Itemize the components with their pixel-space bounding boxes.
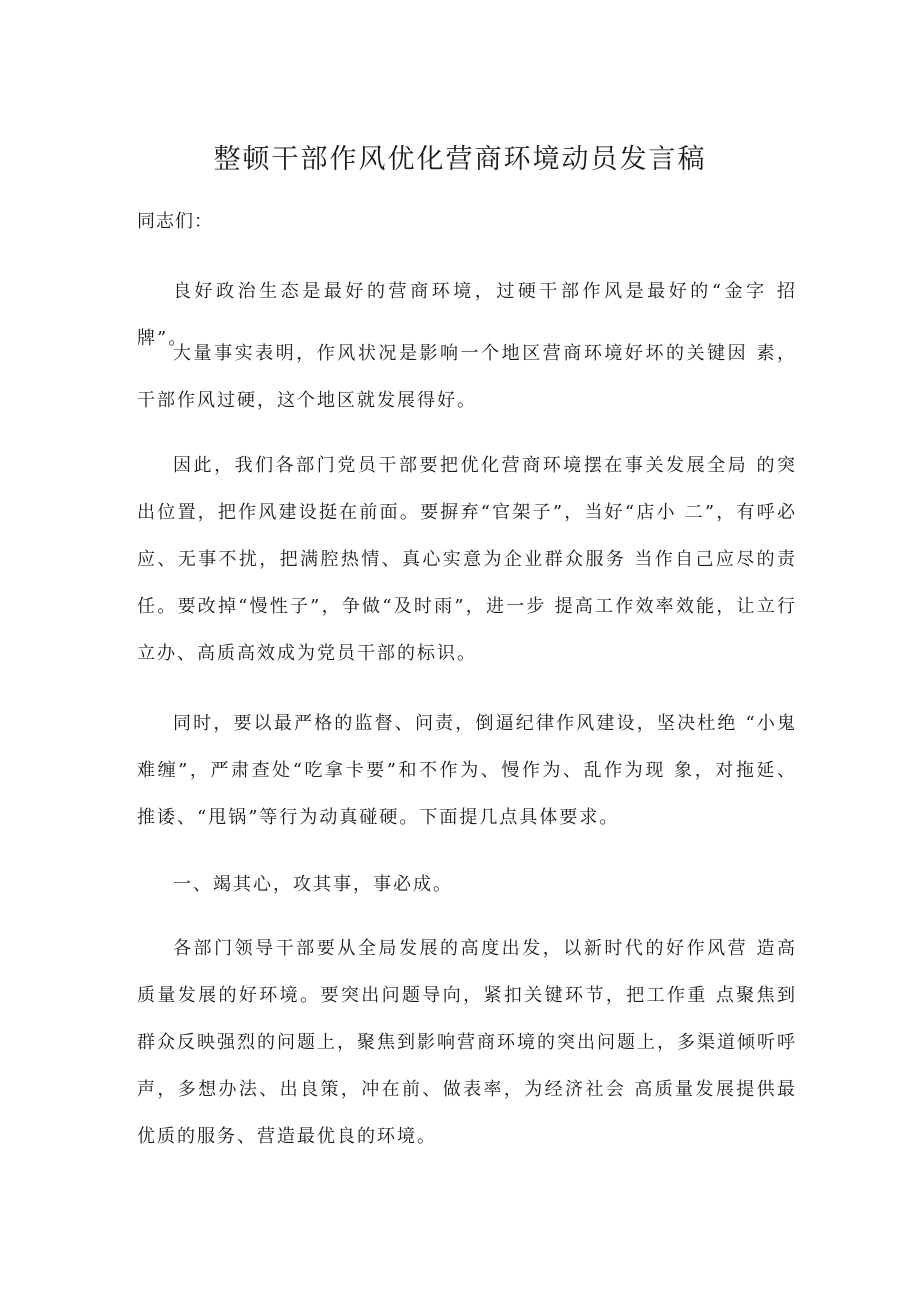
- salutation: 同志们：: [137, 211, 213, 232]
- paragraph: 因此，我们各部门党员干部要把优化营商环境摆在事关发展全局 的突出位置，把作风建设挺在前面。要摒弃“官架子”，当好“店小 二”，有呼必应、无事不扰，把满腔热情、真心实意为企业群众服务 当作自己应尽的责任。要改掉“慢性子”，争做“及时雨”，进一步 提高工作效率效能，让立行立办、高质高效成为党员干部的标识。: [137, 455, 797, 664]
- paragraph: 大量事实表明，作风状况是影响一个地区营商环境好坏的关键因 素，干部作风过硬，这个地区就发展得好。: [137, 343, 797, 411]
- paragraph: 良好政治生态是最好的营商环境，过硬干部作风是最好的“金字 招牌”。: [137, 281, 797, 349]
- paragraph: 同时，要以最严格的监督、问责，倒逼纪律作风建设，坚决杜绝 “小鬼难缠”，严肃查处“吃拿卡要”和不作为、慢作为、乱作为现 象，对拖延、推诿、“甩锅”等行为动真碰硬。下面提几点具体要求。: [137, 713, 797, 828]
- paragraph: 各部门领导干部要从全局发展的高度出发，以新时代的好作风营 造高质量发展的好环境。要突出问题导向，紧扣关键环节，把工作重 点聚焦到群众反映强烈的问题上，聚焦到影响营商环境的突出问题上，多渠道倾听呼声，多想办法、出良策，冲在前、做表率，为经济社会 高质量发展提供最优质的服务、营造最优良的环境。: [137, 938, 797, 1147]
- document-title: 整顿干部作风优化营商环境动员发言稿: [213, 144, 707, 175]
- section-heading: 一、竭其心，攻其事，事必成。: [173, 874, 453, 895]
